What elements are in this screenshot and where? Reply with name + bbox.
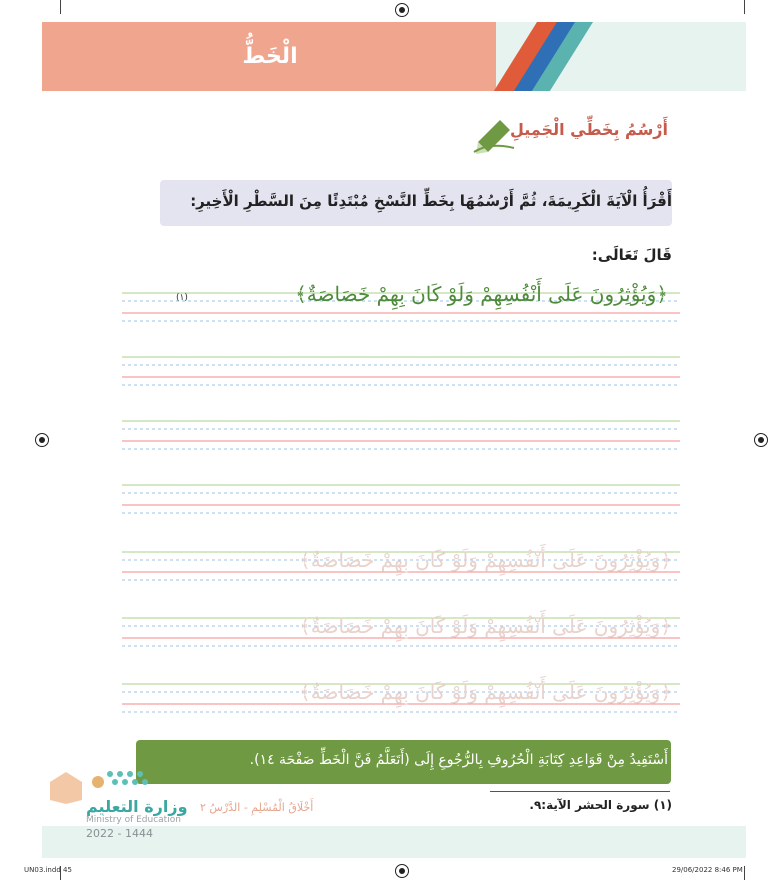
- footer-lesson-title: أَخْلَاقُ الْمُسْلِمِ - الدَّرْسُ ٢: [200, 801, 314, 814]
- instruction-text: أَقْرَأُ الْآيَةَ الْكَرِيمَةَ، ثُمَّ أَرْسُمُهَا بِخَطِّ النَّسْخِ مُبْتَدِئًا مِنَ السَّطْرِ الْأَخِيرِ:: [190, 192, 672, 210]
- page-number-badge: [46, 770, 86, 806]
- tracing-verse-2: ﴿وَيُؤْثِرُونَ عَلَى أَنْفُسِهِمْ وَلَوْ كَانَ بِهِمْ خَصَاصَةٌ﴾: [299, 614, 672, 638]
- print-file-label: UN03.indd 45: [24, 866, 72, 874]
- guide-line-group-3: [122, 421, 680, 449]
- footnote-divider: [490, 791, 670, 792]
- section-subtitle: أَرْسُمُ بِخَطِّي الْجَمِيلِ: [510, 120, 668, 139]
- footnote: (١) سورة الحشر الآية:٩.: [529, 798, 672, 812]
- tracing-verse-3: ﴿وَيُؤْثِرُونَ عَلَى أَنْفُسِهِمْ وَلَوْ كَانَ بِهِمْ خَصَاصَةٌ﴾: [299, 680, 672, 704]
- tip-text: أَسْتَفِيدُ مِنْ قَوَاعِدِ كِتَابَةِ الْحُرُوفِ بِالرُّجُوعِ إِلَى (أَتَعَلَّمُ فَنَّ الْخَطِّ صَفْحَة ١٤).: [249, 752, 668, 768]
- ministry-name-arabic: وزارة التعليم: [86, 797, 188, 816]
- ministry-name-english: Ministry of Education: [86, 815, 181, 825]
- tracing-verse-1: ﴿وَيُؤْثِرُونَ عَلَى أَنْفُسِهِمْ وَلَوْ كَانَ بِهِمْ خَصَاصَةٌ﴾: [299, 548, 672, 572]
- page-title: الْخَطُّ: [242, 44, 298, 69]
- verse-intro: قَالَ تَعَالَى:: [591, 246, 672, 264]
- guide-line-group-4: [122, 485, 680, 513]
- verse-footnote-marker: (١): [176, 293, 188, 303]
- verse-model-text: ﴿وَيُؤْثِرُونَ عَلَى أَنْفُسِهِمْ وَلَوْ كَانَ بِهِمْ خَصَاصَةٌ﴾: [295, 282, 668, 306]
- ministry-logo-icon: [88, 762, 158, 792]
- guide-line-group-2: [122, 357, 680, 385]
- edition-year: 2022 - 1444: [86, 827, 153, 840]
- print-timestamp: 29/06/2022 8:46 PM: [672, 866, 743, 874]
